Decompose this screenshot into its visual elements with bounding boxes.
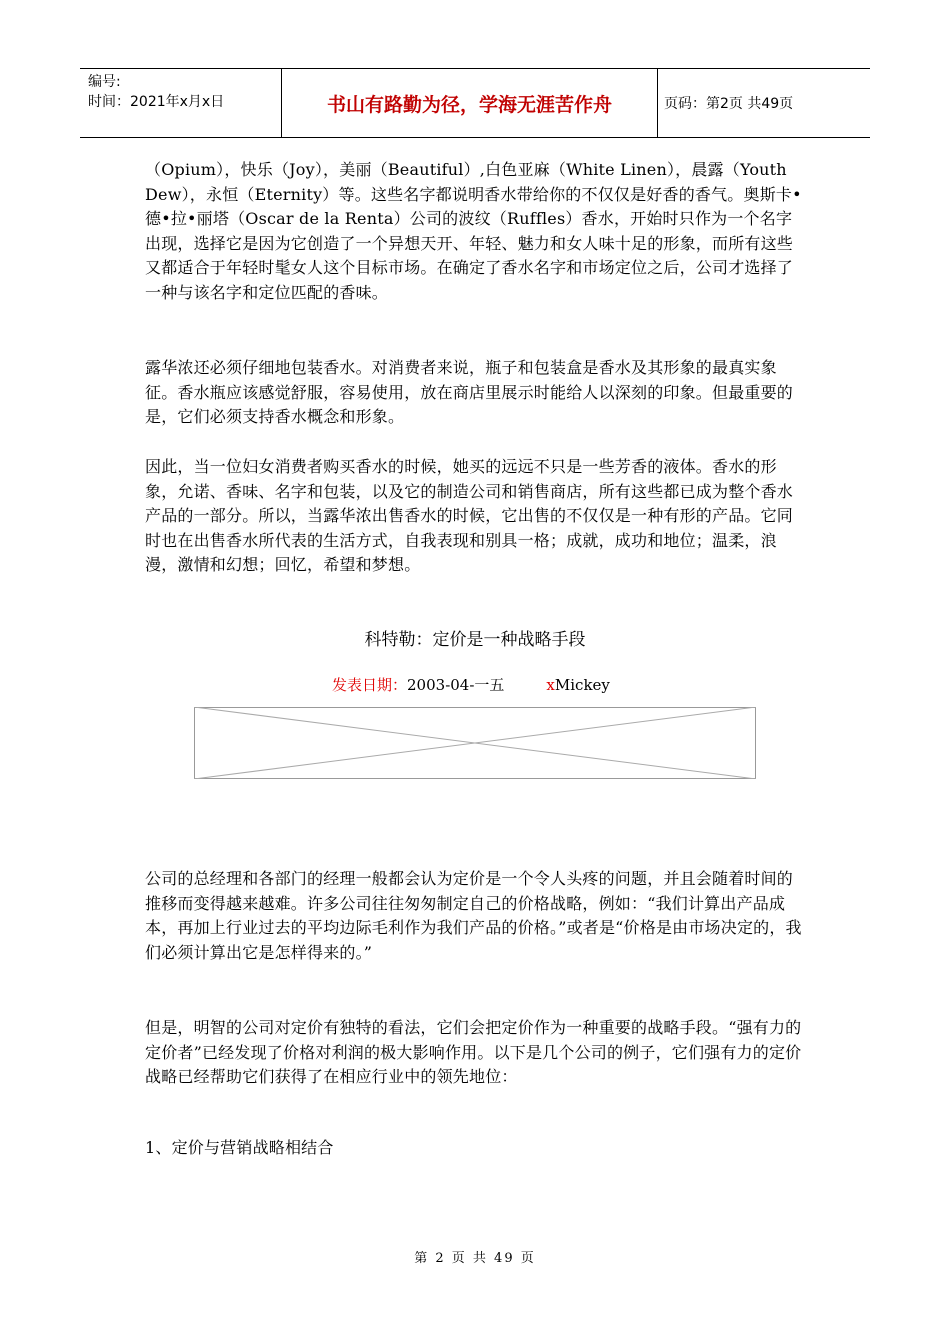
paragraph-pricing-problem: 公司的总经理和各部门的经理一般都会认为定价是一个令人头疼的问题，并且会随着时间的推移而变得越来越难。许多公司往往匆匆制定自己的价格战略，例如：“我们计算出产品成本，再加上行业过去的平均边际毛利作为我们产品的价格。”或者是“价格是由市场决定的，我们必须计算出它是怎样得来的。” — [145, 869, 802, 962]
header-motto: 书山有路勤为径，学海无涯苦作舟 — [326, 93, 612, 116]
article-dateline — [332, 674, 610, 695]
header-meta — [80, 69, 282, 137]
paragraph-perfume-names: （Opium），快乐（Joy），美丽（Beautiful）,白色亚麻（White Linen），晨露（Youth Dew），永恒（Eternity）等。这些名字都说明香水带给你的不仅仅是好香的香气。奥斯卡•德•拉•丽塔（Oscar de la Renta）公司的波纹（Ruffles）香水，开始时只作为一个名字出现，选择它是因为它创造了一个异想天开、年轻、魅力和女人味十足的形象，而所有这些又都适合于年轻时髦女人这个目标市场。在确定了香水名字和市场定位之后，公司才选择了一种与该名字和定位匹配的香味。 — [145, 160, 802, 302]
article-title: 科特勒：定价是一种战略手段 — [364, 630, 586, 650]
paragraph-packaging: 露华浓还必须仔细地包装香水。对消费者来说，瓶子和包装盒是香水及其形象的最真实象征。香水瓶应该感觉舒服，容易使用，放在商店里展示时能给人以深刻的印象。但最重要的是，它们必须支持香水概念和形象。 — [145, 358, 794, 426]
date-value: 2003-04-一五 — [407, 676, 505, 694]
serial-label: 编号: — [88, 74, 121, 90]
author-prefix: x — [546, 676, 555, 694]
author-name: Mickey — [554, 676, 610, 694]
page-header — [80, 68, 870, 138]
section-heading: 1、定价与营销战略相结合 — [145, 1138, 334, 1157]
date-label: 发表日期： — [332, 676, 408, 694]
header-page-info: 页码：第2页 共49页 — [664, 96, 794, 112]
time-label: 时间：2021年x月x日 — [88, 94, 225, 110]
paragraph-conclusion: 因此，当一位妇女消费者购买香水的时候，她买的远远不只是一些芳香的液体。香水的形象，允诺、香味、名字和包装，以及它的制造公司和销售商店，所有这些都已成为整个香水产品的一部分。所以，当露华浓出售香水的时候，它出售的不仅仅是一种有形的产品。它同时也在出售香水所代表的生活方式，自我表现和别具一格；成就，成功和地位；温柔，浪漫，激情和幻想；回忆，希望和梦想。 — [145, 457, 794, 574]
paragraph-strategic-pricing: 但是，明智的公司对定价有独特的看法，它们会把定价作为一种重要的战略手段。“强有力的定价者”已经发现了价格对利润的极大影响作用。以下是几个公司的例子，它们强有力的定价战略已经帮助它们获得了在相应行业中的领先地位： — [145, 1018, 802, 1086]
page-footer: 第 2 页 共 49 页 — [414, 1251, 536, 1266]
header-motto-cell — [282, 69, 658, 137]
missing-image-placeholder — [194, 707, 756, 779]
